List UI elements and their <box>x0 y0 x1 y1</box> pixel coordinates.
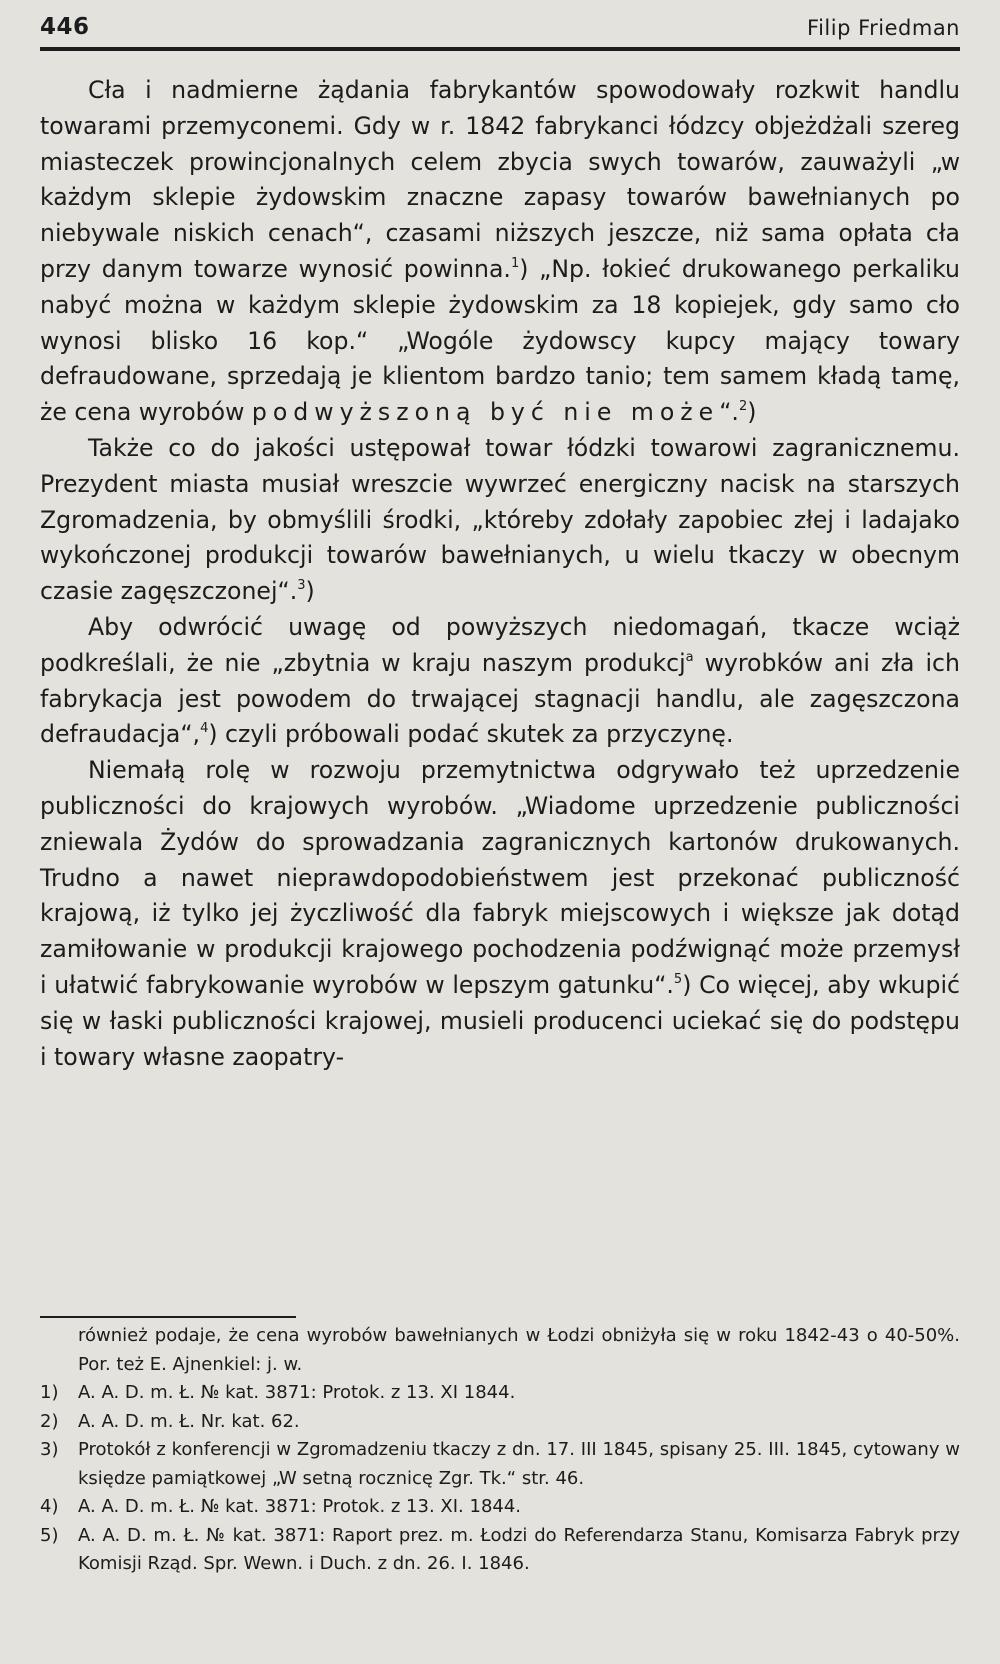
main-text <box>40 73 960 1075</box>
footnote-mark: 3) <box>40 1439 59 1460</box>
paragraph-2: Także co do jakości ustępował towar łódzki towarowi zagranicznemu. Prezydent miasta musiał wreszcie wywrzeć energiczny nacisk na starszych Zgromadzenia, by obmyślili środki, „któreby zdołały zapobiec złej i ladajako wykończonej produkcji towarów bawełnianych, u wielu tkaczy w obecnym czasie zagęszczonej“.$^3$) <box>40 433 960 606</box>
footnote-mark: 5) <box>40 1524 59 1546</box>
spaced-emphasis: podwyższoną być nie może <box>251 398 720 427</box>
footnote-5: 5) A. A. D. m. Ł. № kat. 3871: Raport prez. m. Łodzi do Referendarza Stanu, Komisarza Fabryk przy Komisji Rząd. Spr. Wewn. i Duch. z dn. 26. I. 1846. <box>40 1522 960 1579</box>
paragraph-4: Niemałą rolę w rozwoju przemytnictwa odgrywało też uprzedzenie publiczności do krajowych wyrobów. „Wiadome uprzedzenie publiczności zniewala Żydów do sprowadzania zagranicznych kartonów drukowanych. Trudno a nawet nieprawdopodobieństwem jest przekonać publiczność krajową, iż tylko jej życzliwość dla fabryk miejscowych i większe jak dotąd zamiłowanie w produkcji krajowego pochodzenia podźwignąć może przemysł i ułatwić fabrykowanie wyrobów w lepszym gatunku“.$^5$) Co więcej, aby wkupić się w łaski publiczności krajowej, musieli producenci uciekać się do podstępu i towary własne zaopatry- <box>40 756 960 1071</box>
footnote-separator <box>40 1316 296 1318</box>
footnote-ref-2: 2 <box>738 399 748 415</box>
header-rule <box>40 47 960 51</box>
footnotes <box>40 1322 960 1579</box>
paragraph-1: Cła i nadmierne żądania fabrykantów spowodowały rozkwit handlu towarami przemyconemi. Gdy w r. 1842 fabrykanci łódzcy objeżdżali szereg miasteczek prowincjonalnych celem zbycia swych towarów, zauważyli „w każdym sklepie żydowskim znaczne zapasy towarów bawełnianych po niebywale niskich cenach“, czasami niższych jeszcze, niż sama opłata cła przy danym towarze wynosić powinna.$^1$) „Np. łokieć drukowanego perkaliku nabyć można w każdym sklepie żydowskim za 18 kopiejek, gdy samo cło wynosi blisko 16 kop.“ „Wogóle żydowscy kupcy mający towary defraudowane, sprzedają je klientom bardzo tanio; tem samem kładą tamę, że cena wyrobów podwyższoną być nie może“.$^2$) <box>40 76 960 427</box>
footnote-mark: 4) <box>40 1496 59 1517</box>
footnote-continued: również podaje, że cena wyrobów bawełnianych w Łodzi obniżyła się w roku 1842-43 o 40-50%. Por. też E. Ajnenkiel: j. w. <box>78 1325 960 1375</box>
footnote-ref-4: 4 <box>200 721 209 737</box>
running-head-author: Filip Friedman <box>807 16 960 40</box>
footnote-1: 1) A. A. D. m. Ł. № kat. 3871: Protok. z 13. XI 1844. <box>40 1379 960 1408</box>
superscript-a: a <box>685 649 694 665</box>
footnote-4: 4) A. A. D. m. Ł. № kat. 3871: Protok. z 13. XI. 1844. <box>40 1493 960 1522</box>
footnote-ref-3: 3 <box>297 578 306 594</box>
footnote-ref-5: 5 <box>673 971 683 987</box>
footnote-mark: 2) <box>40 1410 59 1432</box>
paragraph-3: Aby odwrócić uwagę od powyższych niedomagań, tkacze wciąż podkreślali, że nie „zbytnia w kraju naszym produkcj$^a$ wyrobków ani zła ich fabrykacja jest powodem do trwającej stagnacji handlu, ale zagęszczona defraudacja“,$^4$) czyli próbowali podać skutek za przyczynę. <box>40 612 960 749</box>
page-header <box>40 14 960 46</box>
footnote-2: 2) A. A. D. m. Ł. Nr. kat. 62. <box>40 1408 960 1437</box>
footnote-ref-1: 1 <box>510 255 520 271</box>
footnote-3: 3) Protokół z konferencji w Zgromadzeniu tkaczy z dn. 17. III 1845, spisany 25. III. 1845, cytowany w księdze pamiątkowej „W setną rocznicę Zgr. Tk.“ str. 46. <box>40 1436 960 1493</box>
page-number: 446 <box>40 14 90 40</box>
footnote-mark: 1) <box>40 1382 59 1403</box>
